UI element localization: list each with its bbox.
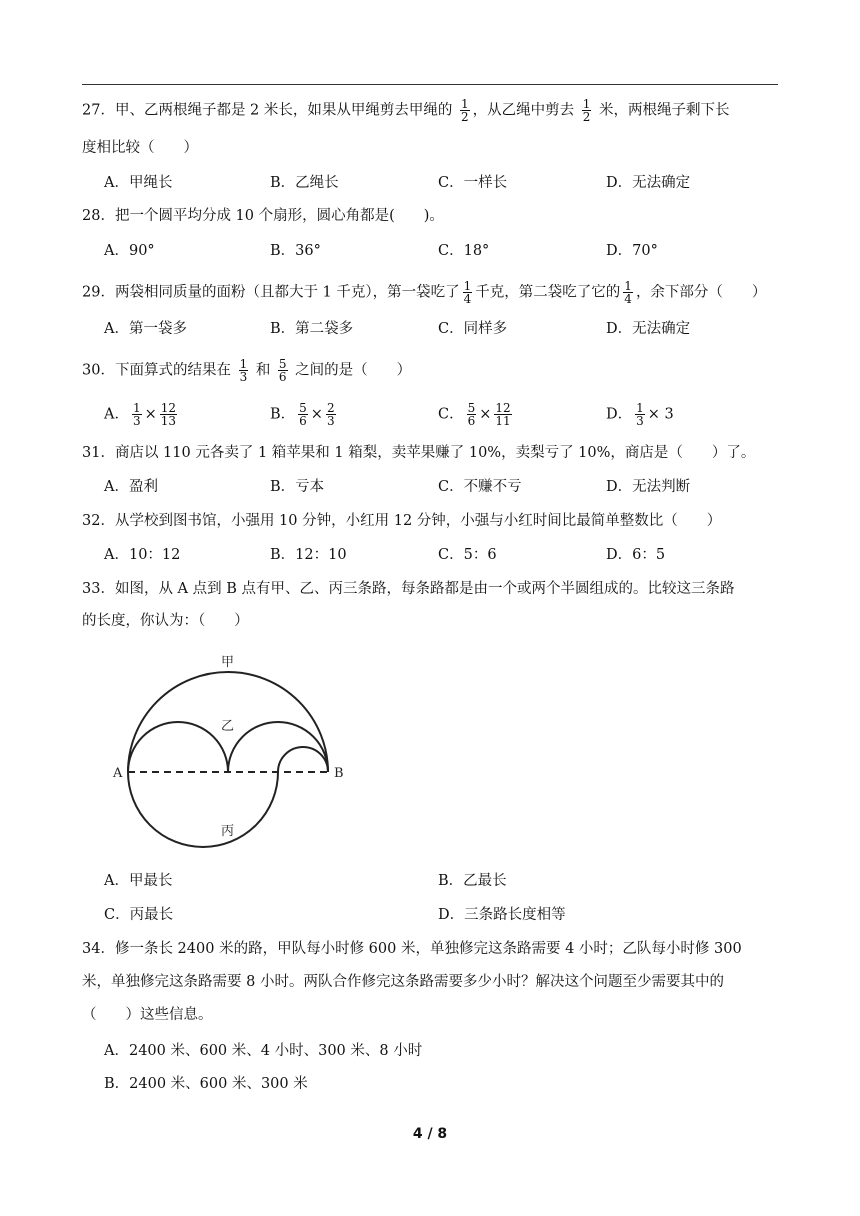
numerator: 1 [239, 357, 248, 371]
numerator: 12 [160, 401, 177, 415]
option-c[interactable]: C．不赚不亏 [438, 479, 522, 495]
option-d[interactable] [606, 402, 674, 427]
option-label: A． [104, 406, 129, 423]
point-b: B [334, 766, 344, 781]
fraction [460, 98, 470, 123]
option-c[interactable]: C．同样多 [438, 321, 508, 337]
fraction [326, 402, 336, 427]
numerator: 2 [326, 401, 335, 415]
numerator: 5 [299, 401, 307, 415]
question-30 [82, 358, 782, 383]
option-a[interactable]: A．2400 米、600 米、4 小时、300 米、8 小时 [104, 1043, 423, 1059]
numerator: 1 [461, 97, 469, 111]
option-b[interactable]: B．乙绳长 [270, 175, 339, 191]
denominator: 3 [636, 414, 644, 428]
paths-diagram [108, 650, 358, 850]
option-b[interactable]: B．2400 米、600 米、300 米 [104, 1076, 308, 1092]
question-text: 30．下面算式的结果在 [82, 362, 231, 379]
option-c[interactable]: C．5：6 [438, 547, 497, 563]
option-c[interactable] [438, 402, 515, 427]
option-a[interactable]: A．甲绳长 [104, 175, 173, 191]
question-number: 27． [82, 102, 115, 119]
option-label: C． [438, 406, 464, 423]
fraction [298, 402, 308, 427]
denominator: 6 [278, 370, 287, 384]
question-27 [82, 98, 782, 123]
option-d[interactable]: D．6：5 [606, 547, 666, 563]
question-text: 29．两袋相同质量的面粉（且都大于 1 千克），第一袋吃了 [82, 284, 460, 301]
option-c[interactable]: C．18° [438, 243, 490, 259]
point-a: A [113, 766, 123, 781]
option-label: D． [606, 406, 633, 423]
denominator: 3 [132, 414, 141, 428]
fraction [160, 402, 177, 427]
question-27-line2: 度相比较（ ） [82, 140, 198, 156]
fraction [582, 98, 592, 123]
numerator: 5 [278, 357, 287, 371]
option-c[interactable]: C．一样长 [438, 175, 508, 191]
option-b[interactable]: B．36° [270, 243, 321, 259]
option-d[interactable]: D．三条路长度相等 [438, 907, 566, 923]
numerator: 1 [463, 279, 472, 293]
numerator: 1 [636, 401, 644, 415]
option-a[interactable]: A．盈利 [104, 479, 158, 495]
times-sign: × [144, 406, 157, 423]
denominator: 13 [160, 414, 177, 428]
option-b[interactable] [270, 402, 339, 427]
option-d[interactable]: D．70° [606, 243, 658, 259]
question-text: ，从乙绳中剪去 [472, 102, 575, 119]
denominator: 6 [467, 414, 476, 428]
option-d[interactable]: D．无法确定 [606, 175, 691, 191]
option-a[interactable]: A．10：12 [104, 547, 181, 563]
numerator: 1 [132, 401, 141, 415]
operand: 3 [664, 406, 674, 423]
option-b[interactable]: B．12：10 [270, 547, 347, 563]
semicircle-paths-figure [108, 650, 358, 850]
question-text: 千克，第二袋吃了它的 [475, 284, 621, 301]
option-b[interactable]: B．亏本 [270, 479, 325, 495]
label-yi: 乙 [221, 719, 235, 734]
option-b[interactable]: B．乙最长 [438, 873, 507, 889]
option-a[interactable] [104, 402, 180, 427]
label-bing: 丙 [221, 824, 235, 839]
question-text: 之间的是（ ） [295, 362, 412, 379]
denominator: 6 [299, 414, 307, 428]
question-text: 米，两根绳子剩下长 [599, 102, 730, 119]
denominator: 2 [461, 110, 469, 124]
question-33-line2: 的长度，你认为：（ ） [82, 613, 249, 629]
question-29 [82, 280, 782, 305]
fraction [239, 358, 249, 383]
option-c[interactable]: C．丙最长 [104, 907, 174, 923]
label-jia: 甲 [221, 655, 235, 670]
numerator: 5 [467, 401, 476, 415]
times-sign: × [310, 406, 323, 423]
question-31: 31．商店以 110 元各卖了 1 箱苹果和 1 箱梨，卖苹果赚了 10%，卖梨亏了 10%，商店是（ ）了。 [82, 445, 756, 461]
option-b[interactable]: B．第二袋多 [270, 321, 354, 337]
question-34: 34．修一条长 2400 米的路，甲队每小时修 600 米，单独修完这条路需要 4 小时；乙队每小时修 300 [82, 941, 742, 957]
option-a[interactable]: A．第一袋多 [104, 321, 187, 337]
question-32: 32．从学校到图书馆，小强用 10 分钟，小红用 12 分钟，小强与小红时间比最简单整数比（ ） [82, 513, 722, 529]
fraction [278, 358, 288, 383]
question-33: 33．如图，从 A 点到 B 点有甲、乙、丙三条路，每条路都是由一个或两个半圆组成的。比较这三条路 [82, 581, 735, 597]
denominator: 3 [239, 370, 248, 384]
question-28: 28．把一个圆平均分成 10 个扇形，圆心角都是( )。 [82, 208, 444, 224]
fraction [132, 402, 142, 427]
denominator: 2 [582, 110, 591, 124]
numerator: 12 [495, 401, 511, 415]
question-text: 甲、乙两根绳子都是 2 米长，如果从甲绳剪去甲绳的 [114, 102, 453, 119]
question-34-line3: （ ）这些信息。 [82, 1007, 213, 1023]
option-d[interactable]: D．无法判断 [606, 479, 691, 495]
fraction [635, 402, 645, 427]
question-34-line2: 米，单独修完这条路需要 8 小时。两队合作修完这条路需要多少小时？解决这个问题至少需要其中的 [82, 974, 724, 990]
header-rule [82, 84, 778, 85]
times-sign: × [479, 406, 492, 423]
option-label: B． [270, 406, 296, 423]
fraction [623, 280, 633, 305]
numerator: 1 [624, 279, 632, 293]
option-d[interactable]: D．无法确定 [606, 321, 691, 337]
numerator: 1 [582, 97, 591, 111]
denominator: 3 [326, 414, 335, 428]
denominator: 4 [463, 292, 472, 306]
fraction [463, 280, 473, 305]
denominator: 4 [624, 292, 632, 306]
page-number: 4 / 8 [412, 1126, 448, 1142]
fraction [467, 402, 477, 427]
times-sign: × [647, 406, 660, 423]
question-text: ，余下部分（ ） [635, 284, 767, 301]
fraction [494, 402, 511, 427]
question-text: 和 [255, 362, 271, 379]
option-a[interactable]: A．90° [104, 243, 155, 259]
denominator: 11 [495, 414, 511, 428]
option-a[interactable]: A．甲最长 [104, 873, 173, 889]
